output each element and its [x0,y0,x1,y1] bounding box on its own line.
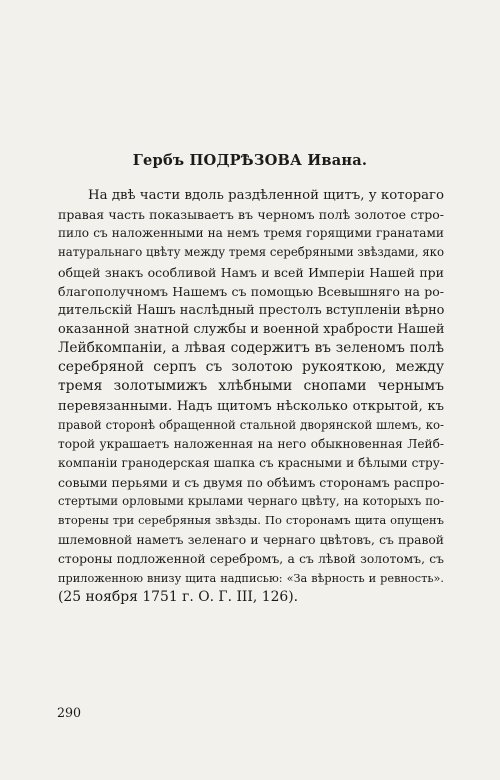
text-line: торой украшаетъ наложенная на него обыкновенная Лейб- [58,436,444,451]
page-number: 290 [57,705,82,720]
text-line: серебряной серпъ съ золотою рукояткою, между [58,359,444,376]
text-line: правая часть показываетъ въ черномъ полѣ золотое стро- [58,207,444,223]
text-line: тремя золотымижъ хлѣбными снопами чернымъ [58,378,444,395]
text-line: компаніи гранодерская шапка съ красными и бѣлыми стру- [58,455,444,470]
text-line: стертыми орловыми крылами чернаго цвѣту, на которыхъ по- [58,494,444,509]
text-line: вторены три серебряныя звѣзды. По сторонамъ щита опущенъ [58,513,444,528]
text-line: общей знакъ особливой Намъ и всей Имперіи Нашей при [58,264,444,280]
text-line: натуральнаго цвѣту между тремя серебряными звѣздами, яко [58,245,444,260]
text-line: стороны подложенной серебромъ, а съ лѣвой золотомъ, съ [58,551,444,566]
text-line: правой сторонѣ обращенной стальной дворянской шлемъ, ко- [58,417,444,432]
text-line: совыми перьями и съ двумя по обѣимъ сторонамъ распро- [58,475,444,491]
text-line: Лейбкомпаніи, а лѣвая содержитъ въ зеленомъ полѣ [58,340,444,357]
text-line: дительскій Нашъ наслѣдный престолъ вступленіи вѣрно [58,302,444,318]
text-line: шлемовной наметъ зеленаго и чернаго цвѣтовъ, съ правой [58,532,444,547]
text-line: пило съ наложенными на немъ тремя горящими гранатами [58,226,444,241]
text-line: приложенною внизу щита надписью: «За вѣрность и ревность». [58,571,444,585]
document-title: Гербъ ПОДРѢЗОВА Ивана. [132,152,368,169]
text-line: оказанной знатной службы и военной храбрости Нашей [58,321,444,337]
text-line: На двѣ части вдоль раздѣленной щитъ, у котораго [88,188,444,203]
text-line: благополучномъ Нашемъ съ помощью Всевышняго на ро- [58,283,444,299]
text-line: перевязанными. Надъ щитомъ нѣсколько открытой, къ [58,398,444,414]
text-line: (25 ноября 1751 г. О. Г. III, 126). [58,588,299,605]
body-text [58,186,444,607]
